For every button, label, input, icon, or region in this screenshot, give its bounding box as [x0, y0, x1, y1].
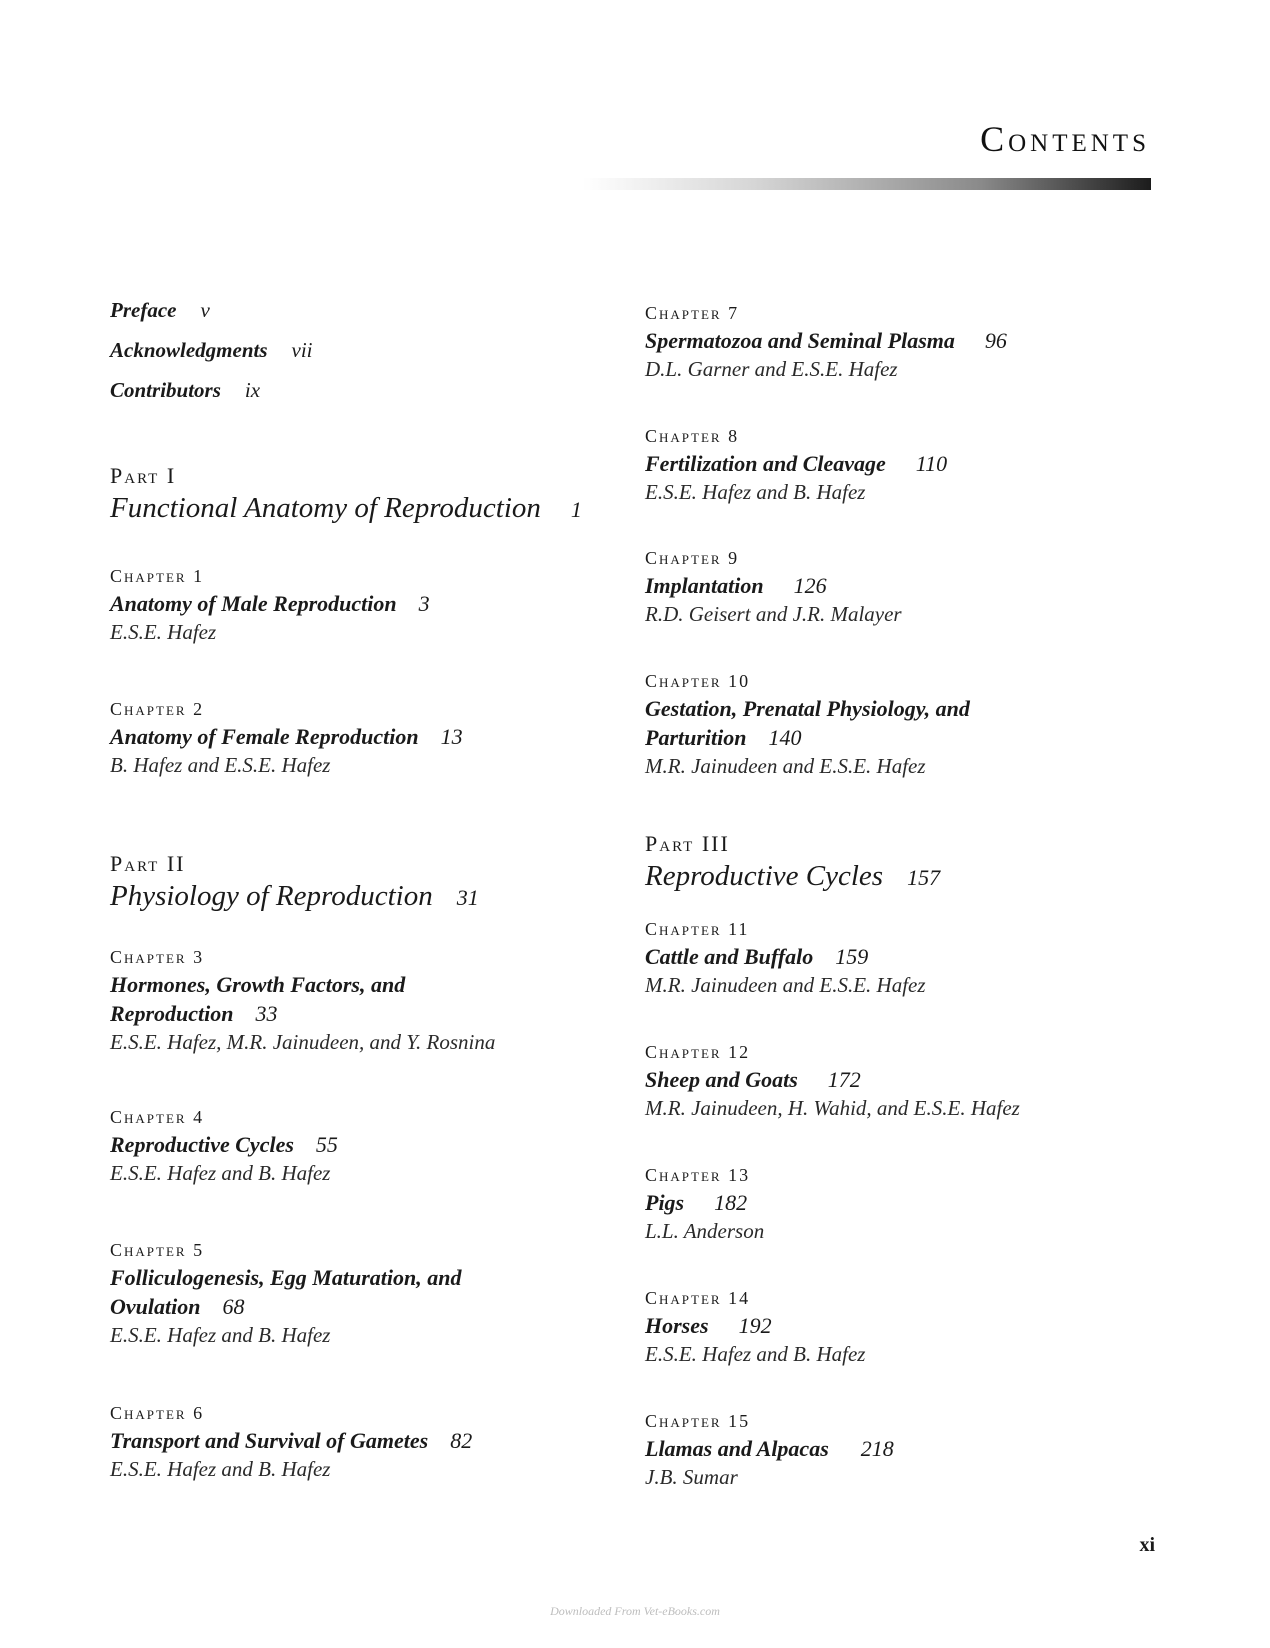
- part-page: 1: [570, 497, 582, 522]
- chapter-label: Chapter 15: [645, 1411, 751, 1431]
- chapter-page: 68: [222, 1294, 245, 1319]
- chapter-authors: E.S.E. Hafez and B. Hafez: [645, 1342, 866, 1366]
- toc-chapter-1[interactable]: [110, 563, 580, 646]
- chapter-authors: E.S.E. Hafez and B. Hafez: [110, 1457, 331, 1481]
- chapter-page: 110: [915, 451, 948, 476]
- chapter-title: Implantation 126: [645, 573, 827, 598]
- chapter-label: Chapter 11: [645, 919, 750, 939]
- chapter-title: Hormones, Growth Factors, and Reproduction 33: [110, 972, 406, 1026]
- chapter-title: Cattle and Buffalo 159: [645, 944, 869, 969]
- part-label: Part I: [110, 463, 177, 488]
- toc-chapter-11[interactable]: [645, 916, 1115, 999]
- toc-chapter-14[interactable]: [645, 1285, 1115, 1368]
- part-label: Part III: [645, 831, 730, 856]
- entry-label: Preface: [110, 298, 177, 322]
- toc-part-3[interactable]: [645, 830, 940, 896]
- chapter-title: Gestation, Prenatal Physiology, and Parturition 140: [645, 696, 970, 750]
- part-title: Functional Anatomy of Reproduction 1: [110, 492, 582, 524]
- chapter-title: Spermatozoa and Seminal Plasma 96: [645, 328, 1007, 353]
- chapter-page: 126: [793, 573, 827, 598]
- part-page: 157: [907, 865, 941, 890]
- toc-chapter-4[interactable]: [110, 1104, 580, 1187]
- chapter-label: Chapter 5: [110, 1240, 205, 1260]
- chapter-label: Chapter 10: [645, 671, 751, 691]
- toc-chapter-6[interactable]: [110, 1400, 580, 1483]
- entry-page: ix: [244, 378, 261, 402]
- toc-chapter-9[interactable]: [645, 545, 1115, 628]
- part-label: Part II: [110, 851, 186, 876]
- chapter-authors: M.R. Jainudeen, H. Wahid, and E.S.E. Hafez: [645, 1096, 1020, 1120]
- chapter-title: Anatomy of Female Reproduction 13: [110, 724, 463, 749]
- chapter-label: Chapter 4: [110, 1107, 205, 1127]
- chapter-page: 82: [450, 1428, 473, 1453]
- chapter-label: Chapter 6: [110, 1403, 205, 1423]
- chapter-authors: E.S.E. Hafez and B. Hafez: [110, 1161, 331, 1185]
- chapter-title: Pigs 182: [645, 1190, 748, 1215]
- toc-part-2[interactable]: [110, 850, 479, 916]
- chapter-authors: E.S.E. Hafez: [110, 620, 217, 644]
- chapter-title: Horses 192: [645, 1313, 772, 1338]
- chapter-page: 3: [418, 591, 430, 616]
- chapter-title: Fertilization and Cleavage 110: [645, 451, 948, 476]
- chapter-authors: M.R. Jainudeen and E.S.E. Hafez: [645, 754, 926, 778]
- chapter-label: Chapter 2: [110, 699, 205, 719]
- toc-entry-preface[interactable]: [110, 298, 210, 323]
- entry-label: Contributors: [110, 378, 221, 402]
- chapter-authors: E.S.E. Hafez and B. Hafez: [110, 1323, 331, 1347]
- chapter-label: Chapter 7: [645, 303, 740, 323]
- entry-label: Acknowledgments: [110, 338, 268, 362]
- chapter-label: Chapter 14: [645, 1288, 751, 1308]
- chapter-authors: E.S.E. Hafez and B. Hafez: [645, 480, 866, 504]
- chapter-page: 13: [440, 724, 463, 749]
- chapter-authors: J.B. Sumar: [645, 1465, 738, 1489]
- chapter-label: Chapter 12: [645, 1042, 751, 1062]
- part-title: Reproductive Cycles 157: [645, 860, 941, 892]
- chapter-authors: D.L. Garner and E.S.E. Hafez: [645, 357, 898, 381]
- chapter-authors: B. Hafez and E.S.E. Hafez: [110, 753, 331, 777]
- chapter-authors: M.R. Jainudeen and E.S.E. Hafez: [645, 973, 926, 997]
- chapter-title: Folliculogenesis, Egg Maturation, and Ovulation 68: [110, 1265, 462, 1319]
- chapter-label: Chapter 13: [645, 1165, 751, 1185]
- part-title: Physiology of Reproduction 31: [110, 880, 479, 912]
- toc-entry-contributors[interactable]: [110, 378, 260, 403]
- toc-chapter-15[interactable]: [645, 1408, 1115, 1491]
- chapter-label: Chapter 9: [645, 548, 740, 568]
- part-page: 31: [456, 885, 479, 910]
- title-divider: [583, 178, 1151, 190]
- toc-part-1[interactable]: [110, 462, 582, 528]
- toc-chapter-8[interactable]: [645, 423, 1115, 506]
- toc-chapter-2[interactable]: [110, 696, 580, 779]
- toc-chapter-12[interactable]: [645, 1039, 1115, 1122]
- entry-page: vii: [291, 338, 313, 362]
- chapter-page: 172: [827, 1067, 861, 1092]
- chapter-title: Reproductive Cycles 55: [110, 1132, 338, 1157]
- toc-chapter-10[interactable]: [645, 668, 1045, 780]
- toc-entry-acknowledgments[interactable]: [110, 338, 313, 363]
- chapter-page: 96: [984, 328, 1007, 353]
- chapter-page: 218: [860, 1436, 894, 1461]
- toc-chapter-5[interactable]: [110, 1237, 530, 1349]
- chapter-page: 55: [315, 1132, 338, 1157]
- footer-watermark: Downloaded From Vet-eBooks.com: [550, 1604, 720, 1618]
- chapter-title: Transport and Survival of Gametes 82: [110, 1428, 473, 1453]
- page-number: xi: [1139, 1534, 1155, 1556]
- chapter-title: Sheep and Goats 172: [645, 1067, 861, 1092]
- chapter-title: Llamas and Alpacas 218: [645, 1436, 894, 1461]
- chapter-page: 159: [835, 944, 869, 969]
- chapter-page: 140: [768, 725, 802, 750]
- chapter-title: Anatomy of Male Reproduction 3: [110, 591, 430, 616]
- chapter-authors: L.L. Anderson: [645, 1219, 765, 1243]
- chapter-label: Chapter 1: [110, 566, 205, 586]
- chapter-authors: E.S.E. Hafez, M.R. Jainudeen, and Y. Rosnina: [110, 1030, 496, 1054]
- toc-chapter-3[interactable]: [110, 944, 530, 1056]
- chapter-page: 182: [714, 1190, 748, 1215]
- entry-page: v: [200, 298, 210, 322]
- page-title: Contents: [980, 119, 1150, 159]
- chapter-label: Chapter 3: [110, 947, 205, 967]
- chapter-authors: R.D. Geisert and J.R. Malayer: [645, 602, 902, 626]
- chapter-page: 33: [255, 1001, 278, 1026]
- toc-chapter-7[interactable]: [645, 300, 1115, 383]
- toc-chapter-13[interactable]: [645, 1162, 1115, 1245]
- chapter-page: 192: [738, 1313, 772, 1338]
- chapter-label: Chapter 8: [645, 426, 740, 446]
